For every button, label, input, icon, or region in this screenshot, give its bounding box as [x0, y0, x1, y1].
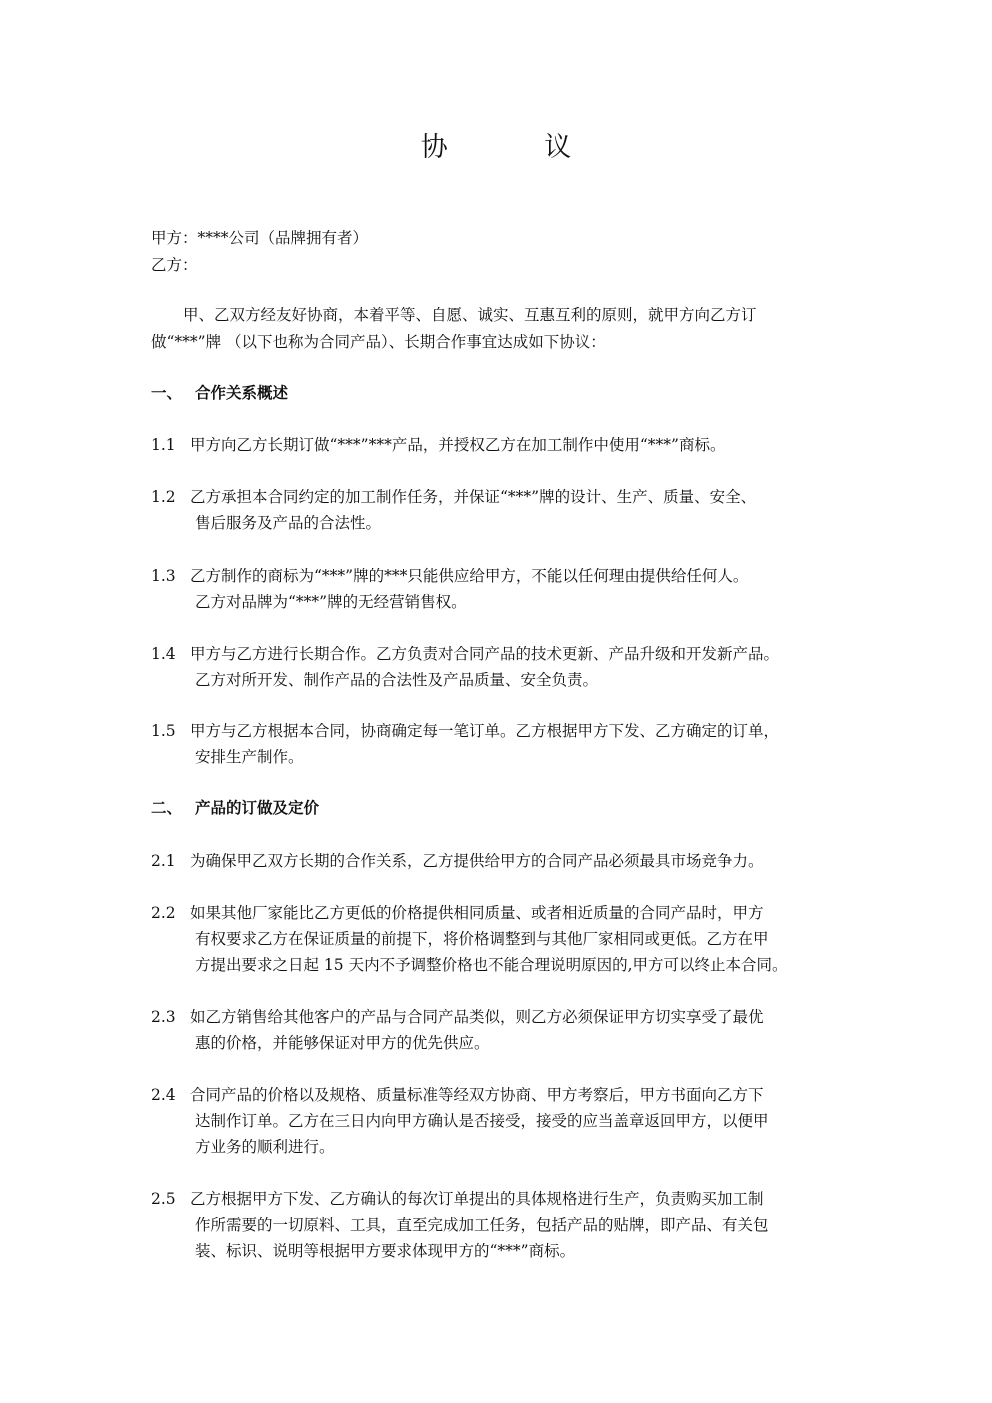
clause-1-4-line-2: 乙方对所开发、制作产品的合法性及产品质量、安全负责。 — [195, 671, 599, 689]
clause-1-2-line-2: 售后服务及产品的合法性。 — [195, 514, 382, 532]
clause-number-1-5: 1.5 — [151, 722, 176, 740]
clause-number-2-5: 2.5 — [151, 1190, 176, 1208]
section-number: 二、 — [151, 798, 183, 817]
section-heading-2 — [151, 797, 319, 819]
clause-number-2-2: 2.2 — [151, 904, 176, 922]
clause-2-5-line-1: 乙方根据甲方下发、乙方确认的每次订单提出的具体规格进行生产，负责购买加工制 — [190, 1190, 764, 1208]
clause-1-4-line-1: 甲方与乙方进行长期合作。乙方负责对合同产品的技术更新、产品升级和开发新产品。 — [190, 645, 780, 663]
party-b-line: 乙方： — [151, 256, 198, 274]
clause-2-4-line-2: 达制作订单。乙方在三日内向甲方确认是否接受，接受的应当盖章返回甲方，以便甲 — [195, 1112, 769, 1130]
clause-2-1-line-1: 为确保甲乙双方长期的合作关系，乙方提供给甲方的合同产品必须最具市场竞争力。 — [190, 852, 764, 870]
clause-1-3-line-2: 乙方对品牌为“***”牌的无经营销售权。 — [195, 593, 467, 611]
clause-2-4-line-3: 方业务的顺利进行。 — [195, 1138, 335, 1156]
intro-line-2: 做“***”牌 （以下也称为合同产品）、长期合作事宜达成如下协议： — [151, 333, 606, 351]
clause-number-2-4: 2.4 — [151, 1086, 176, 1104]
clause-2-2-line-2: 有权要求乙方在保证质量的前提下，将价格调整到与其他厂家相同或更低。乙方在甲 — [195, 930, 769, 948]
party-a-line: 甲方：****公司（品牌拥有者） — [151, 229, 369, 247]
clause-number-1-3: 1.3 — [151, 567, 176, 585]
section-heading-1 — [151, 382, 288, 404]
clause-1-2-line-1: 乙方承担本合同约定的加工制作任务，并保证“***”牌的设计、生产、质量、安全、 — [190, 488, 757, 506]
clause-number-1-4: 1.4 — [151, 645, 176, 663]
clause-1-5-line-2: 安排生产制作。 — [195, 748, 304, 766]
clause-number-2-3: 2.3 — [151, 1008, 176, 1026]
clause-2-2-line-1: 如果其他厂家能比乙方更低的价格提供相同质量、或者相近质量的合同产品时，甲方 — [190, 904, 764, 922]
clause-number-1-1: 1.1 — [151, 436, 176, 454]
clause-2-5-line-2: 作所需要的一切原料、工具，直至完成加工任务，包括产品的贴牌，即产品、有关包 — [195, 1216, 769, 1234]
document-title: 协 议 — [420, 132, 616, 163]
clause-1-5-line-1: 甲方与乙方根据本合同，协商确定每一笔订单。乙方根据甲方下发、乙方确定的订单， — [190, 722, 780, 740]
intro-line-1: 甲、乙双方经友好协商，本着平等、自愿、诚实、互惠互利的原则，就甲方向乙方订 — [183, 306, 757, 324]
clause-1-3-line-1: 乙方制作的商标为“***”牌的***只能供应给甲方，不能以任何理由提供给任何人。 — [190, 567, 749, 585]
section-title: 产品的订做及定价 — [195, 798, 320, 817]
clause-number-1-2: 1.2 — [151, 488, 176, 506]
clause-2-3-line-2: 惠的价格，并能够保证对甲方的优先供应。 — [195, 1034, 490, 1052]
clause-2-3-line-1: 如乙方销售给其他客户的产品与合同产品类似，则乙方必须保证甲方切实享受了最优 — [190, 1008, 764, 1026]
clause-number-2-1: 2.1 — [151, 852, 176, 870]
clause-2-5-line-3: 装、标识、说明等根据甲方要求体现甲方的“***”商标。 — [195, 1242, 576, 1260]
clause-2-4-line-1: 合同产品的价格以及规格、质量标准等经双方协商、甲方考察后，甲方书面向乙方下 — [190, 1086, 764, 1104]
section-title: 合作关系概述 — [195, 383, 289, 402]
clause-2-2-line-3: 方提出要求之日起 15 天内不予调整价格也不能合理说明原因的,甲方可以终止本合同。 — [195, 956, 788, 974]
section-number: 一、 — [151, 383, 183, 402]
clause-1-1-line-1: 甲方向乙方长期订做“***”***产品，并授权乙方在加工制作中使用“***”商标。 — [190, 436, 726, 454]
